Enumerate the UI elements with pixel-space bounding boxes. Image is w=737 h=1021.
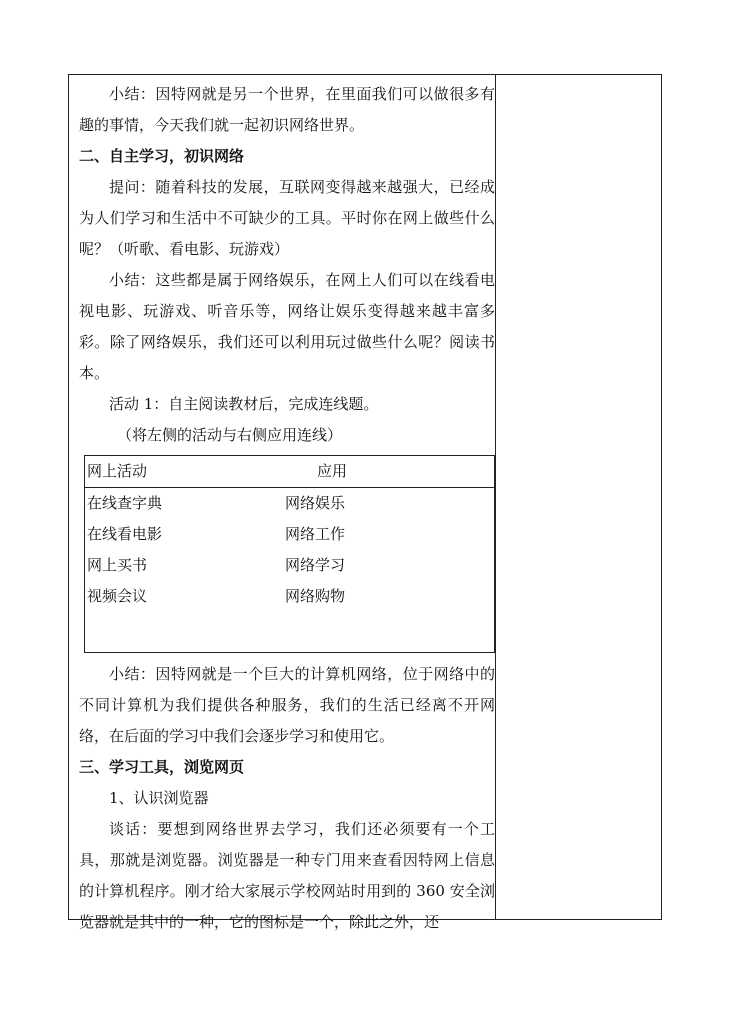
application-cell: 网络学习: [285, 556, 346, 574]
header-activity: 网上活动: [87, 462, 148, 480]
table-empty-row: [85, 612, 495, 653]
column-divider: [495, 75, 496, 919]
application-cell: 网络娱乐: [285, 494, 346, 512]
lesson-content: [79, 79, 495, 938]
table-header-row: [85, 456, 495, 488]
activity-cell: 视频会议: [87, 587, 148, 605]
header-application: 应用: [317, 462, 348, 480]
summary-paragraph-1: 小结：因特网就是另一个世界，在里面我们可以做很多有趣的事情，今天我们就一起初识网络世界。: [79, 85, 495, 134]
application-cell: 网络购物: [285, 587, 346, 605]
section-heading-3: 三、学习工具，浏览网页: [79, 758, 245, 776]
activity-cell: 网上买书: [87, 556, 148, 574]
activity-cell: 在线查字典: [87, 494, 163, 512]
table-row: [85, 488, 495, 520]
application-cell: 网络工作: [285, 525, 346, 543]
matching-table: [84, 455, 495, 653]
summary-paragraph-2: 小结：这些都是属于网络娱乐，在网上人们可以在线看电视电影、玩游戏、听音乐等，网络让娱乐变得越来越丰富多彩。除了网络娱乐，我们还可以利用玩过做些什么呢？阅读书本。: [79, 271, 495, 382]
table-row: [85, 550, 495, 581]
question-paragraph: 提问：随着科技的发展，互联网变得越来越强大，已经成为人们学习和生活中不可缺少的工具。平时你在网上做些什么呢？（听歌、看电影、玩游戏）: [79, 178, 495, 258]
subsection-title: 1、认识浏览器: [109, 789, 209, 807]
summary-paragraph-3: 小结：因特网就是一个巨大的计算机网络，位于网络中的不同计算机为我们提供各种服务，我们的生活已经离不开网络，在后面的学习中我们会逐步学习和使用它。: [79, 665, 495, 745]
instruction-line: （将左侧的活动与右侧应用连线）: [117, 426, 343, 444]
table-row: [85, 581, 495, 612]
section-heading-2: 二、自主学习，初识网络: [79, 147, 245, 165]
activity-line: 活动 1：自主阅读教材后，完成连线题。: [109, 395, 379, 413]
activity-cell: 在线看电影: [87, 525, 163, 543]
lesson-table: [68, 74, 662, 931]
talk-paragraph: 谈话：要想到网络世界去学习，我们还必须要有一个工具，那就是浏览器。浏览器是一种专门用来查看因特网上信息的计算机程序。刚才给大家展示学校网站时用到的 360 安全浏览器就是其中的一种，它的图标是一个，除此之外，还: [79, 820, 495, 931]
table-row: [85, 519, 495, 550]
